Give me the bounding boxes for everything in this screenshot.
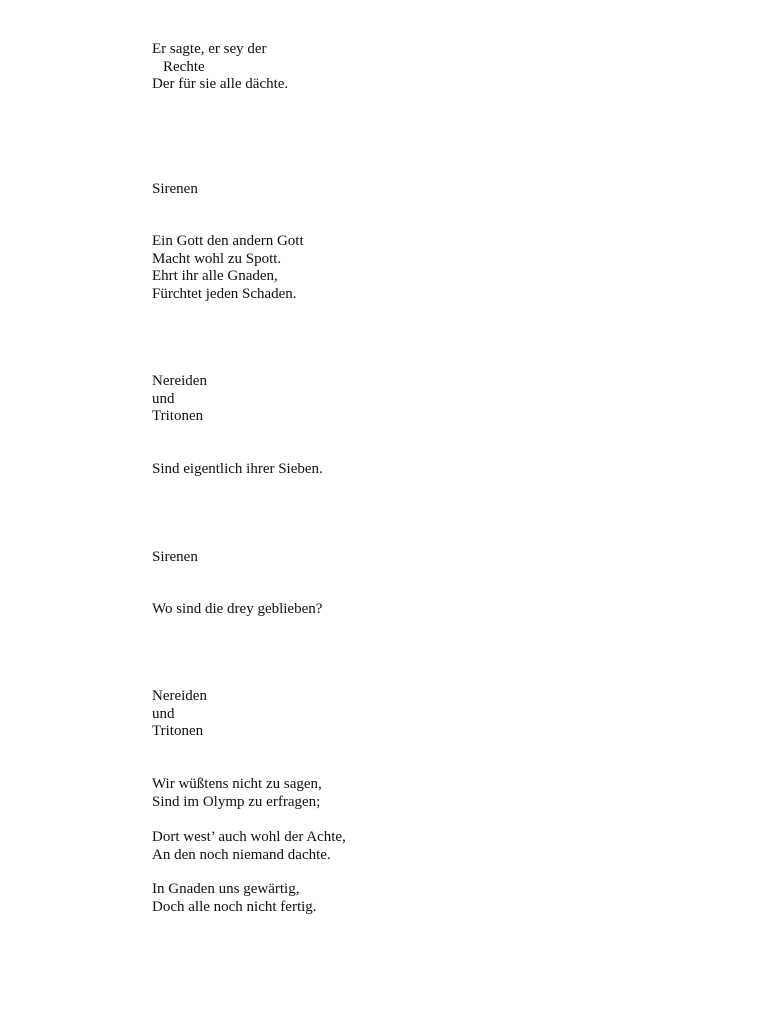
verse-line: Doch alle noch nicht fertig. [152,899,317,915]
verse-line: Sind im Olymp zu erfragen; [152,794,321,810]
speaker-name: und [152,706,175,722]
speaker-name: Nereiden [152,688,207,704]
verse-line: An den noch niemand dachte. [152,847,331,863]
speaker-name: Nereiden [152,373,207,389]
verse-line: Macht wohl zu Spott. [152,251,282,267]
verse-line: Wir wüßtens nicht zu sagen, [152,776,322,792]
verse-line: Dort west’ auch wohl der Achte, [152,829,346,845]
speaker-name: Tritonen [152,408,204,424]
verse-line: Er sagte, er sey der [152,41,267,57]
verse-line: Rechte [163,59,205,75]
verse-line: In Gnaden uns gewärtig, [152,881,300,897]
verse-line: Sind eigentlich ihrer Sieben. [152,461,323,477]
verse-line: Fürchtet jeden Schaden. [152,286,297,302]
verse-line: Der für sie alle dächte. [152,76,289,92]
verse-line: Ein Gott den andern Gott [152,233,304,249]
verse-line: Ehrt ihr alle Gnaden, [152,268,278,284]
speaker-name: Sirenen [152,181,198,197]
verse-line: Wo sind die drey geblieben? [152,601,323,617]
speaker-name: und [152,391,175,407]
speaker-name: Tritonen [152,723,204,739]
speaker-name: Sirenen [152,549,198,565]
